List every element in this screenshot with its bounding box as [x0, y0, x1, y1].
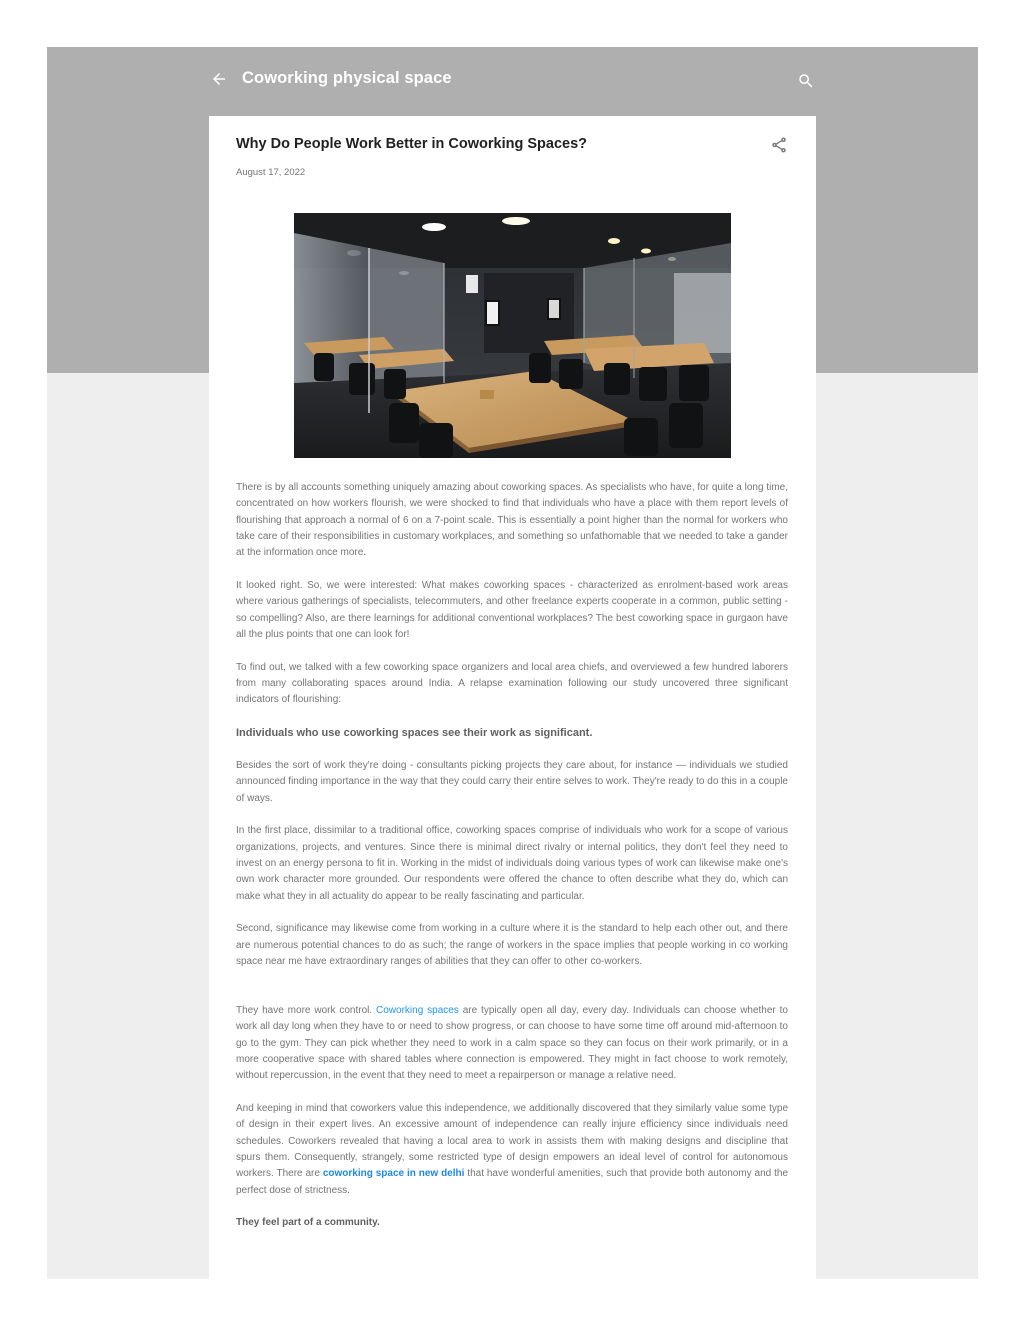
share-icon[interactable] — [770, 136, 788, 154]
page-frame — [47, 47, 978, 1279]
paragraph-1: There is by all accounts something uniquely amazing about coworking spaces. As specialists who have, for quite a long time, concentrated on how workers flourish, we were shocked to find that individuals who have a place with them report levels of flourishing that approach a normal of 6 on a 7-point scale. This is essentially a point higher than the normal for workers who take care of their responsibilities in customary workplaces, and something so unfathomable that we needed to take a gander at the information once more. — [236, 482, 788, 559]
paragraph-6: Second, significance may likewise come from working in a culture where it is the standard to help each other out, and there are numerous potential chances to do as such; the range of workers in the space implies that people working in co working space near me have extraordinary ranges of abilities that they can offer to other co-workers. — [236, 923, 788, 967]
paragraph-8-text-b: that have wonderful amenities, such that provide both autonomy and the perfect dose of strictness. — [236, 1168, 789, 1196]
paragraph-5: In the first place, dissimilar to a traditional office, coworking spaces comprise of individuals who work for a scope of various organizations, projects, and ventures. Since there is minimal direct rivalry or internal politics, they don't feel they need to invest on an energy persona to fit in. Working in the midst of individuals doing various types of work can likewise make one's own work character more grounded. Our respondents were offered the chance to often describe what they do, which can make what they in all actuality do appear to be really fascinating and particular. — [236, 825, 788, 902]
paragraph-8-text-a: And keeping in mind that coworkers value this independence, we additionally discovered that they similarly value some type of design in their expert lives. An excessive amount of independence can really injure efficiency since individuals need schedules. Coworkers revealed that having a local area to work in assists them with making designs and discipline that spurs them. Consequently, strangely, some restricted type of design empowers an ideal level of control for autonomous workers. There are — [236, 1103, 788, 1180]
paragraph-7-text-a: They have more work control. — [236, 1005, 377, 1016]
paragraph-7 — [236, 1003, 788, 1085]
subheading-significant-work: Individuals who use coworking spaces see their work as significant. — [236, 727, 593, 740]
post-card — [209, 116, 816, 1279]
search-icon[interactable] — [797, 72, 815, 90]
post-date: August 17, 2022 — [236, 167, 306, 178]
paragraph-4: Besides the sort of work they're doing - consultants picking projects they care about, for instance — individuals we studied announced finding importance in the way that they could carry their entire selves to work. They're ready to do this in a couple of ways. — [236, 759, 788, 804]
coworking-spaces-link[interactable]: Coworking spaces — [376, 1005, 459, 1016]
blog-title[interactable]: Coworking physical space — [242, 69, 452, 87]
paragraph-3: To find out, we talked with a few coworking space organizers and local area chiefs, and overviewed a few hundred laborers from many collaborating spaces around India. A relapse examination following our study uncovered three significant indicators of flourishing: — [236, 661, 788, 706]
coworking-space-new-delhi-link[interactable]: coworking space in new delhi — [322, 1168, 465, 1180]
subheading-community: They feel part of a community. — [236, 1217, 380, 1229]
post-title[interactable]: Why Do People Work Better in Coworking Spaces? — [236, 136, 588, 152]
paragraph-7-text-b: are typically open all day, every day. Individuals can choose whether to work all day long when they have to or need to show progress, or can choose to have some time off around mid-afternoon to go to the gym. They can pick whether they need to work in a calm space so they can focus on their work primarily, or in a more cooperative space with shared tables where connection is empowered. They might in fact choose to work remotely, without repercussion, in the event that they need to meet a repairperson or manage a relative need. — [236, 1005, 788, 1082]
paragraph-2: It looked right. So, we were interested: What makes coworking spaces - characterized as enrolment-based work areas where various gatherings of specialists, telecommuters, and other freelance experts cooperate in a common, public setting - so compelling? Also, are there learnings for additional conventional workplaces? The best coworking space in gurgaon have all the plus points that one can look for! — [236, 580, 788, 641]
post-image — [294, 213, 731, 458]
back-arrow-icon[interactable] — [210, 70, 228, 88]
paragraph-8 — [236, 1101, 788, 1199]
post-body — [236, 480, 788, 1232]
